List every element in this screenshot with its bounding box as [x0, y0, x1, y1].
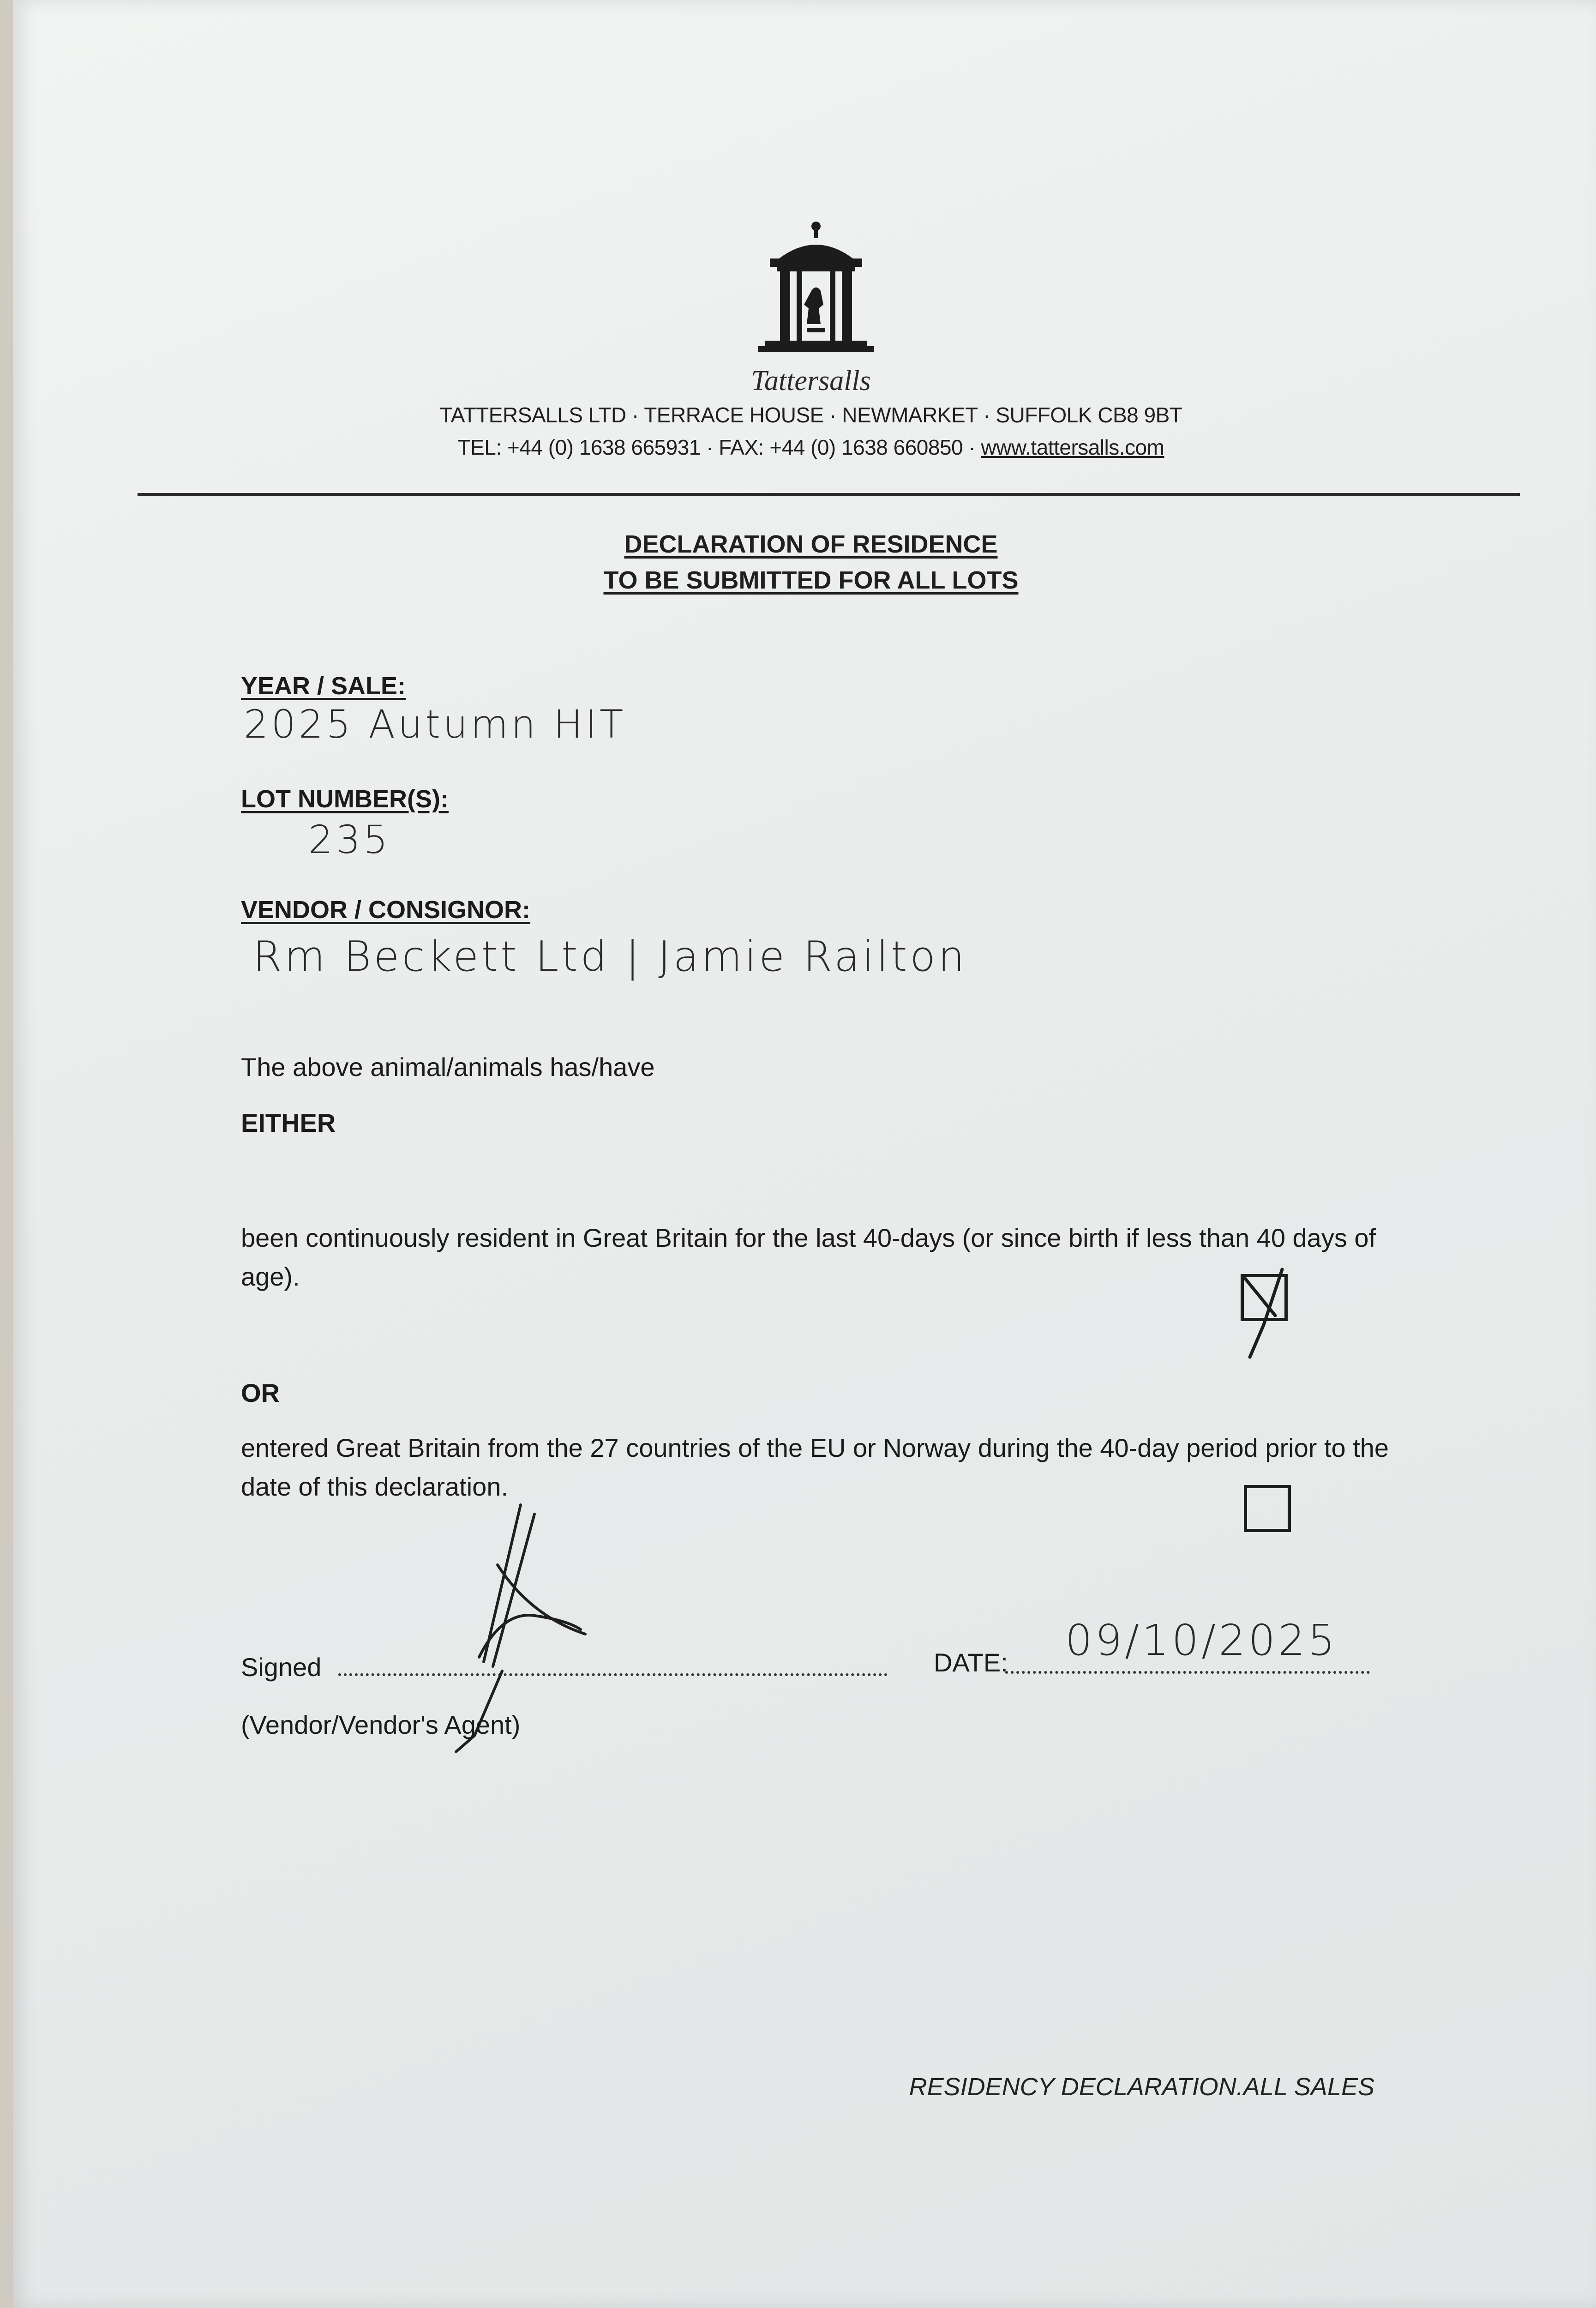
- intro-text: The above animal/animals has/have: [241, 1052, 655, 1082]
- document-page: [13, 0, 1596, 2308]
- header-divider: [138, 493, 1520, 496]
- company-address: TATTERSALLS LTD · TERRACE HOUSE · NEWMARKET · SUFFOLK CB8 9BT: [439, 403, 1182, 427]
- signed-label: Signed: [241, 1653, 322, 1682]
- date-label: DATE:: [934, 1648, 1008, 1677]
- vendor-label: VENDOR / CONSIGNOR:: [241, 896, 531, 924]
- lot-number-label: LOT NUMBER(S):: [241, 785, 449, 813]
- brand-name: Tattersalls: [751, 365, 871, 397]
- option-2-checkbox[interactable]: [1244, 1485, 1291, 1532]
- year-sale-value[interactable]: 2025 Autumn HIT: [244, 702, 626, 747]
- either-label: EITHER: [241, 1108, 336, 1137]
- lot-number-value[interactable]: 235: [308, 817, 391, 862]
- or-label: OR: [241, 1378, 280, 1407]
- year-sale-label: YEAR / SALE:: [241, 672, 406, 700]
- phone-fax: TEL: +44 (0) 1638 665931 · FAX: +44 (0) 1638 660850 ·: [457, 435, 981, 459]
- website-link[interactable]: www.tattersalls.com: [981, 435, 1164, 459]
- option-2-text: entered Great Britain from the 27 countries of the EU or Norway during the 40-day period prior to the date of this declaration.: [241, 1433, 1389, 1501]
- tattersalls-logo-icon: [751, 217, 881, 374]
- title-line-1: DECLARATION OF RESIDENCE: [624, 530, 998, 558]
- vendor-agent-label: (Vendor/Vendor's Agent): [241, 1710, 521, 1739]
- date-line[interactable]: [1005, 1671, 1370, 1674]
- vendor-value[interactable]: Rm Beckett Ltd | Jamie Railton: [253, 932, 967, 981]
- option-1-check-mark-icon: [1231, 1256, 1305, 1366]
- option-1-text: been continuously resident in Great Britain for the last 40-days (or since birth if less than 40 days of age).: [241, 1223, 1376, 1291]
- signature-line[interactable]: [338, 1673, 888, 1676]
- form-footer: RESIDENCY DECLARATION.ALL SALES: [909, 2073, 1374, 2101]
- form-title: [488, 526, 1134, 598]
- company-contact: [349, 435, 1272, 460]
- date-value[interactable]: 09/10/2025: [1065, 1616, 1338, 1665]
- title-line-2: TO BE SUBMITTED FOR ALL LOTS: [603, 566, 1019, 594]
